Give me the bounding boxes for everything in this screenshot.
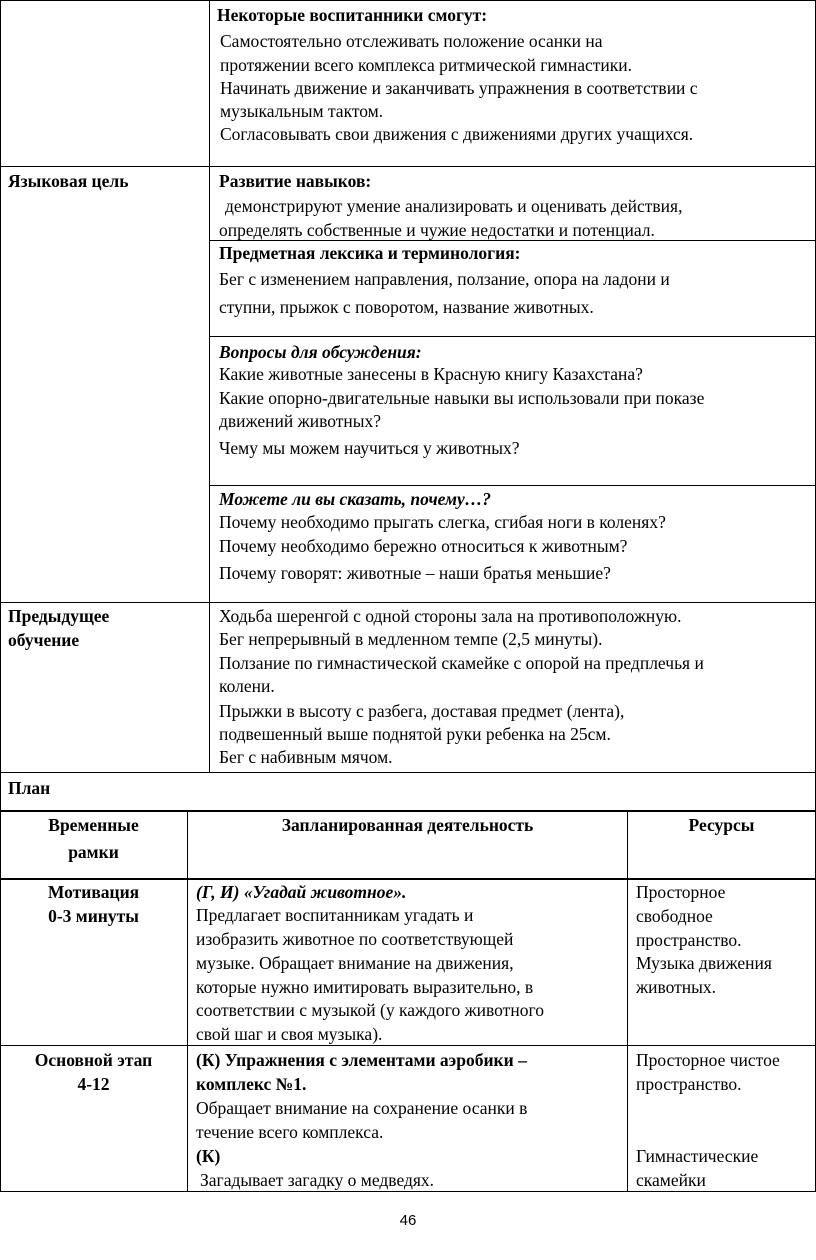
page-number: 46 — [399, 1212, 417, 1229]
row-line-motivation — [0, 878, 816, 880]
resource-line: Музыка движения — [636, 953, 772, 973]
outcome-line: протяжении всего комплекса ритмической гимнастики. — [220, 55, 632, 75]
header-activity: Запланированная деятельность — [281, 815, 534, 835]
column-divider-time — [187, 811, 188, 1192]
skills-heading: Развитие навыков: — [219, 171, 372, 191]
row-line-plan — [0, 772, 816, 773]
prev-line: Бег непрерывный в медленном темпе (2,5 минуты). — [219, 629, 603, 649]
questions-heading: Вопросы для обсуждения: — [219, 342, 422, 362]
row-line-questions — [210, 336, 816, 337]
vocab-heading: Предметная лексика и терминология: — [219, 243, 521, 263]
time-cell: Мотивация — [47, 882, 140, 902]
activity-line: Загадывает загадку о медведях. — [200, 1170, 435, 1190]
prev-learning-label: обучение — [8, 630, 80, 650]
activity-heading: (Г, И) «Угадай животное». — [196, 882, 407, 902]
lang-goal-label: Языковая цель — [8, 171, 129, 191]
header-time: Временные — [48, 815, 139, 835]
column-divider-resources — [627, 811, 628, 1192]
activity-heading: (К) Упражнения с элементами аэробики – — [196, 1050, 527, 1070]
resource-line: пространство. — [636, 930, 742, 950]
time-cell: Основной этап — [34, 1050, 153, 1070]
resource-line: Просторное — [636, 882, 726, 902]
outcome-line: Самостоятельно отслеживать положение осанки на — [220, 31, 603, 51]
question-line: Какие опорно-двигательные навыки вы использовали при показе — [219, 388, 705, 408]
resource-line: животных. — [636, 977, 717, 997]
time-cell: 4-12 — [77, 1074, 110, 1094]
row-line-why — [210, 485, 816, 486]
question-line: движений животных? — [219, 411, 382, 431]
question-line: Чему мы можем научиться у животных? — [219, 438, 520, 458]
row-line-main — [0, 1045, 816, 1046]
prev-learning-label: Предыдущее — [8, 606, 110, 626]
prev-line: подвешенный выше поднятой руки ребенка на 25см. — [219, 724, 611, 744]
resource-line: свободное — [636, 906, 713, 926]
prev-line: колени. — [219, 676, 275, 696]
row-line-lang — [0, 166, 816, 167]
skills-line: демонстрируют умение анализировать и оценивать действия, — [225, 196, 683, 216]
plan-label: План — [8, 778, 51, 798]
prev-line: Ползание по гимнастической скамейке с опорой на предплечья и — [219, 653, 704, 673]
activity-line: изобразить животное по соответствующей — [196, 929, 514, 949]
table-border-left — [0, 0, 1, 1192]
vocab-line: ступни, прыжок с поворотом, название животных. — [219, 297, 594, 317]
prev-line: Прыжки в высоту с разбега, доставая предмет (лента), — [219, 701, 625, 721]
activity-line: течение всего комплекса. — [196, 1122, 384, 1142]
outcomes-heading: Некоторые воспитанники смогут: — [217, 5, 488, 25]
activity-line: свой шаг и своя музыка). — [196, 1024, 383, 1044]
activity-heading: комплекс №1. — [196, 1074, 307, 1094]
why-line: Почему необходимо прыгать слегка, сгибая ноги в коленях? — [219, 512, 666, 532]
activity-line: соответствии с музыкой (у каждого животного — [196, 1000, 544, 1020]
column-divider-upper — [209, 0, 210, 772]
resource-line: Просторное чистое — [636, 1050, 780, 1070]
header-time: рамки — [68, 842, 119, 862]
outcome-line: Начинать движение и заканчивать упражнения в соответствии с — [220, 78, 698, 98]
skills-line: определять собственные и чужие недостатки и потенциал. — [219, 220, 655, 240]
question-line: Какие животные занесены в Красную книгу Казахстана? — [219, 364, 643, 384]
row-line-prev — [0, 602, 816, 603]
prev-line: Бег с набивным мячом. — [219, 747, 393, 767]
header-resources: Ресурсы — [688, 815, 755, 835]
prev-line: Ходьба шеренгой с одной стороны зала на противоположную. — [219, 606, 682, 626]
time-cell: 0-3 минуты — [48, 906, 139, 926]
activity-line: Предлагает воспитанникам угадать и — [196, 905, 474, 925]
activity-line: Обращает внимание на сохранение осанки в — [196, 1098, 528, 1118]
resource-line: пространство. — [636, 1074, 742, 1094]
activity-line: музыке. Обращает внимание на движения, — [196, 953, 514, 973]
table-border-top — [0, 0, 816, 1]
row-line-header — [0, 810, 816, 812]
activity-line: которые нужно имитировать выразительно, в — [196, 977, 534, 997]
activity-heading: (К) — [196, 1146, 221, 1166]
resource-line: скамейки — [636, 1170, 706, 1190]
why-line: Почему необходимо бережно относиться к животным? — [219, 536, 628, 556]
why-line: Почему говорят: животные – наши братья меньшие? — [219, 563, 611, 583]
why-heading: Можете ли вы сказать, почему…? — [219, 489, 491, 509]
resource-line: Гимнастические — [636, 1146, 759, 1166]
outcome-line: музыкальным тактом. — [220, 101, 384, 121]
outcome-line: Согласовывать свои движения с движениями других учащихся. — [220, 124, 694, 144]
vocab-line: Бег с изменением направления, ползание, опора на ладони и — [219, 269, 670, 289]
